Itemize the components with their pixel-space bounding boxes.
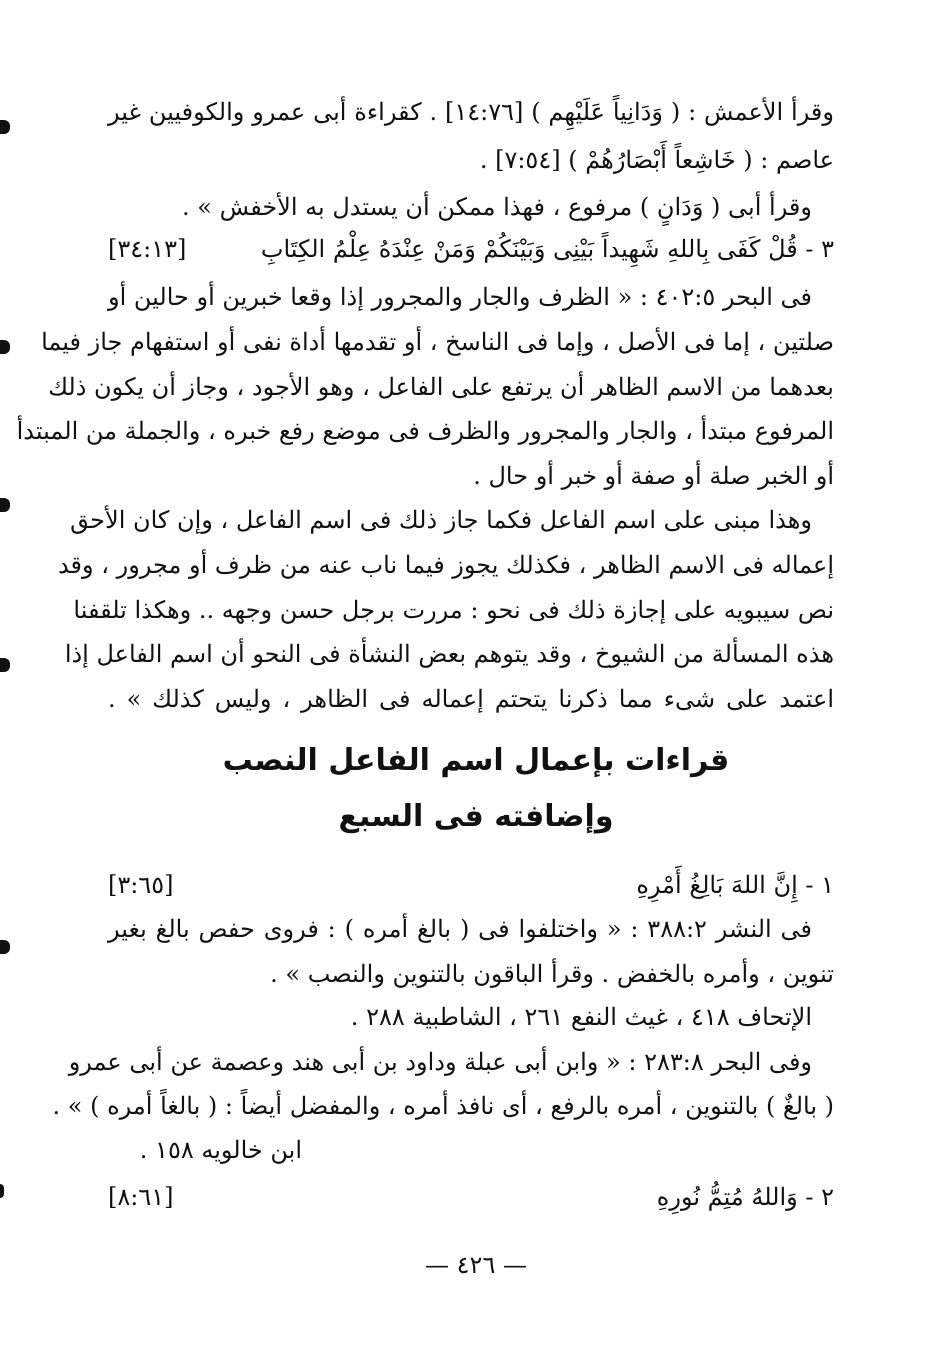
text-line: عاصم : ( خَاشِعاً أَبْصَارُهُمْ ) [٧:٥٤] . [479,146,834,174]
text-line: ( بالغٌ ) بالتنوين ، أمره بالرفع ، أى نافذ أمره ، والمفضل أيضاً : ( بالغاً أمره ) » . [52,1092,834,1120]
text-line: فى البحر ٤٠٢:٥ : « الظرف والجار والمجرور إذا وقعا خبرين أو حالين أو [108,283,812,311]
binding-mark [0,1184,4,1198]
text-line: أو الخبر صلة أو صفة أو خبر أو حال . [473,462,834,490]
page-number: — ٤٢٦ — [425,1251,527,1279]
text-line: المرفوع مبتدأ ، والجار والمجرور والظرف فى موضع رفع خبره ، والجملة من المبتدأ [16,417,834,445]
binding-mark [0,120,10,134]
text-line: إعماله فى الاسم الظاهر ، فكذلك يجوز فيما ناب عنه من ظرف أو مجرور ، وقد [57,551,834,579]
text-line: اعتمد على شىء مما ذكرنا يتحتم إعماله فى الظاهر ، وليس كذلك » . [108,685,834,713]
verse-reference: [٣:٦٥] [108,871,174,899]
verse-reference: [٣٤:١٣] [108,235,187,263]
verse-line: ٣ - قُلْ كَفَى بِاللهِ شَهِيداً بَيْنِى وَبَيْنَكُمْ وَمَنْ عِنْدَهُ عِلْمُ الكِتَابِ [260,235,834,263]
verse-line: ٢ - وَاللهُ مُتِمُّ نُورِهِ [656,1183,834,1211]
text-line: فى النشر ٣٨٨:٢ : « واختلفوا فى ( بالغ أمره ) : فروى حفص بالغ بغير [108,915,813,943]
section-heading: قراءات بإعمال اسم الفاعل النصب [222,743,730,778]
text-line: صلتين ، إما فى الأصل ، وإما فى الناسخ ، أو تقدمها أداة نفى أو استفهام جاز فيما [41,328,834,356]
text-line: وقرأ أبى ( وَدَانٍ ) مرفوع ، فهذا ممكن أن يستدل به الأخفش » . [182,193,812,221]
text-line: هذه المسألة من الشيوخ ، وقد يتوهم بعض النشأة فى النحو أن اسم الفاعل إذا [64,640,834,668]
text-line: وقرأ الأعمش : ( وَدَانِياً عَلَيْهِم ) [١٤:٧٦] . كقراءة أبى عمرو والكوفيين غير [108,98,834,126]
text-line: بعدهما من الاسم الظاهر أن يرتفع على الفاعل ، وهو الأجود ، وجاز أن يكون ذلك [48,373,834,401]
text-line: وهذا مبنى على اسم الفاعل فكما جاز ذلك فى اسم الفاعل ، وإن كان الأحق [70,506,812,534]
binding-mark [0,498,10,512]
text-line: نص سيبويه على إجازة ذلك فى نحو : مررت برجل حسن وجهه .. وهكذا تلقفنا [73,596,834,624]
text-line: وفى البحر ٢٨٣:٨ : « وابن أبى عبلة وداود بن أبى هند وعصمة عن أبى عمرو [68,1048,812,1076]
binding-mark [0,940,10,954]
verse-line: ١ - إِنَّ اللهَ بَالِغُ أَمْرِهِ [636,871,834,899]
text-line: ابن خالويه ١٥٨ . [139,1136,302,1164]
binding-mark [0,340,10,354]
text-line: تنوين ، وأمره بالخفض . وقرأ الباقون بالتنوين والنصب » . [270,960,834,988]
verse-reference: [٨:٦١] [108,1183,174,1211]
section-subheading: وإضافته فى السبع [338,799,614,834]
text-line: الإتحاف ٤١٨ ، غيث النفع ٢٦١ ، الشاطبية ٢٨٨ . [350,1003,812,1031]
binding-mark [0,658,10,672]
